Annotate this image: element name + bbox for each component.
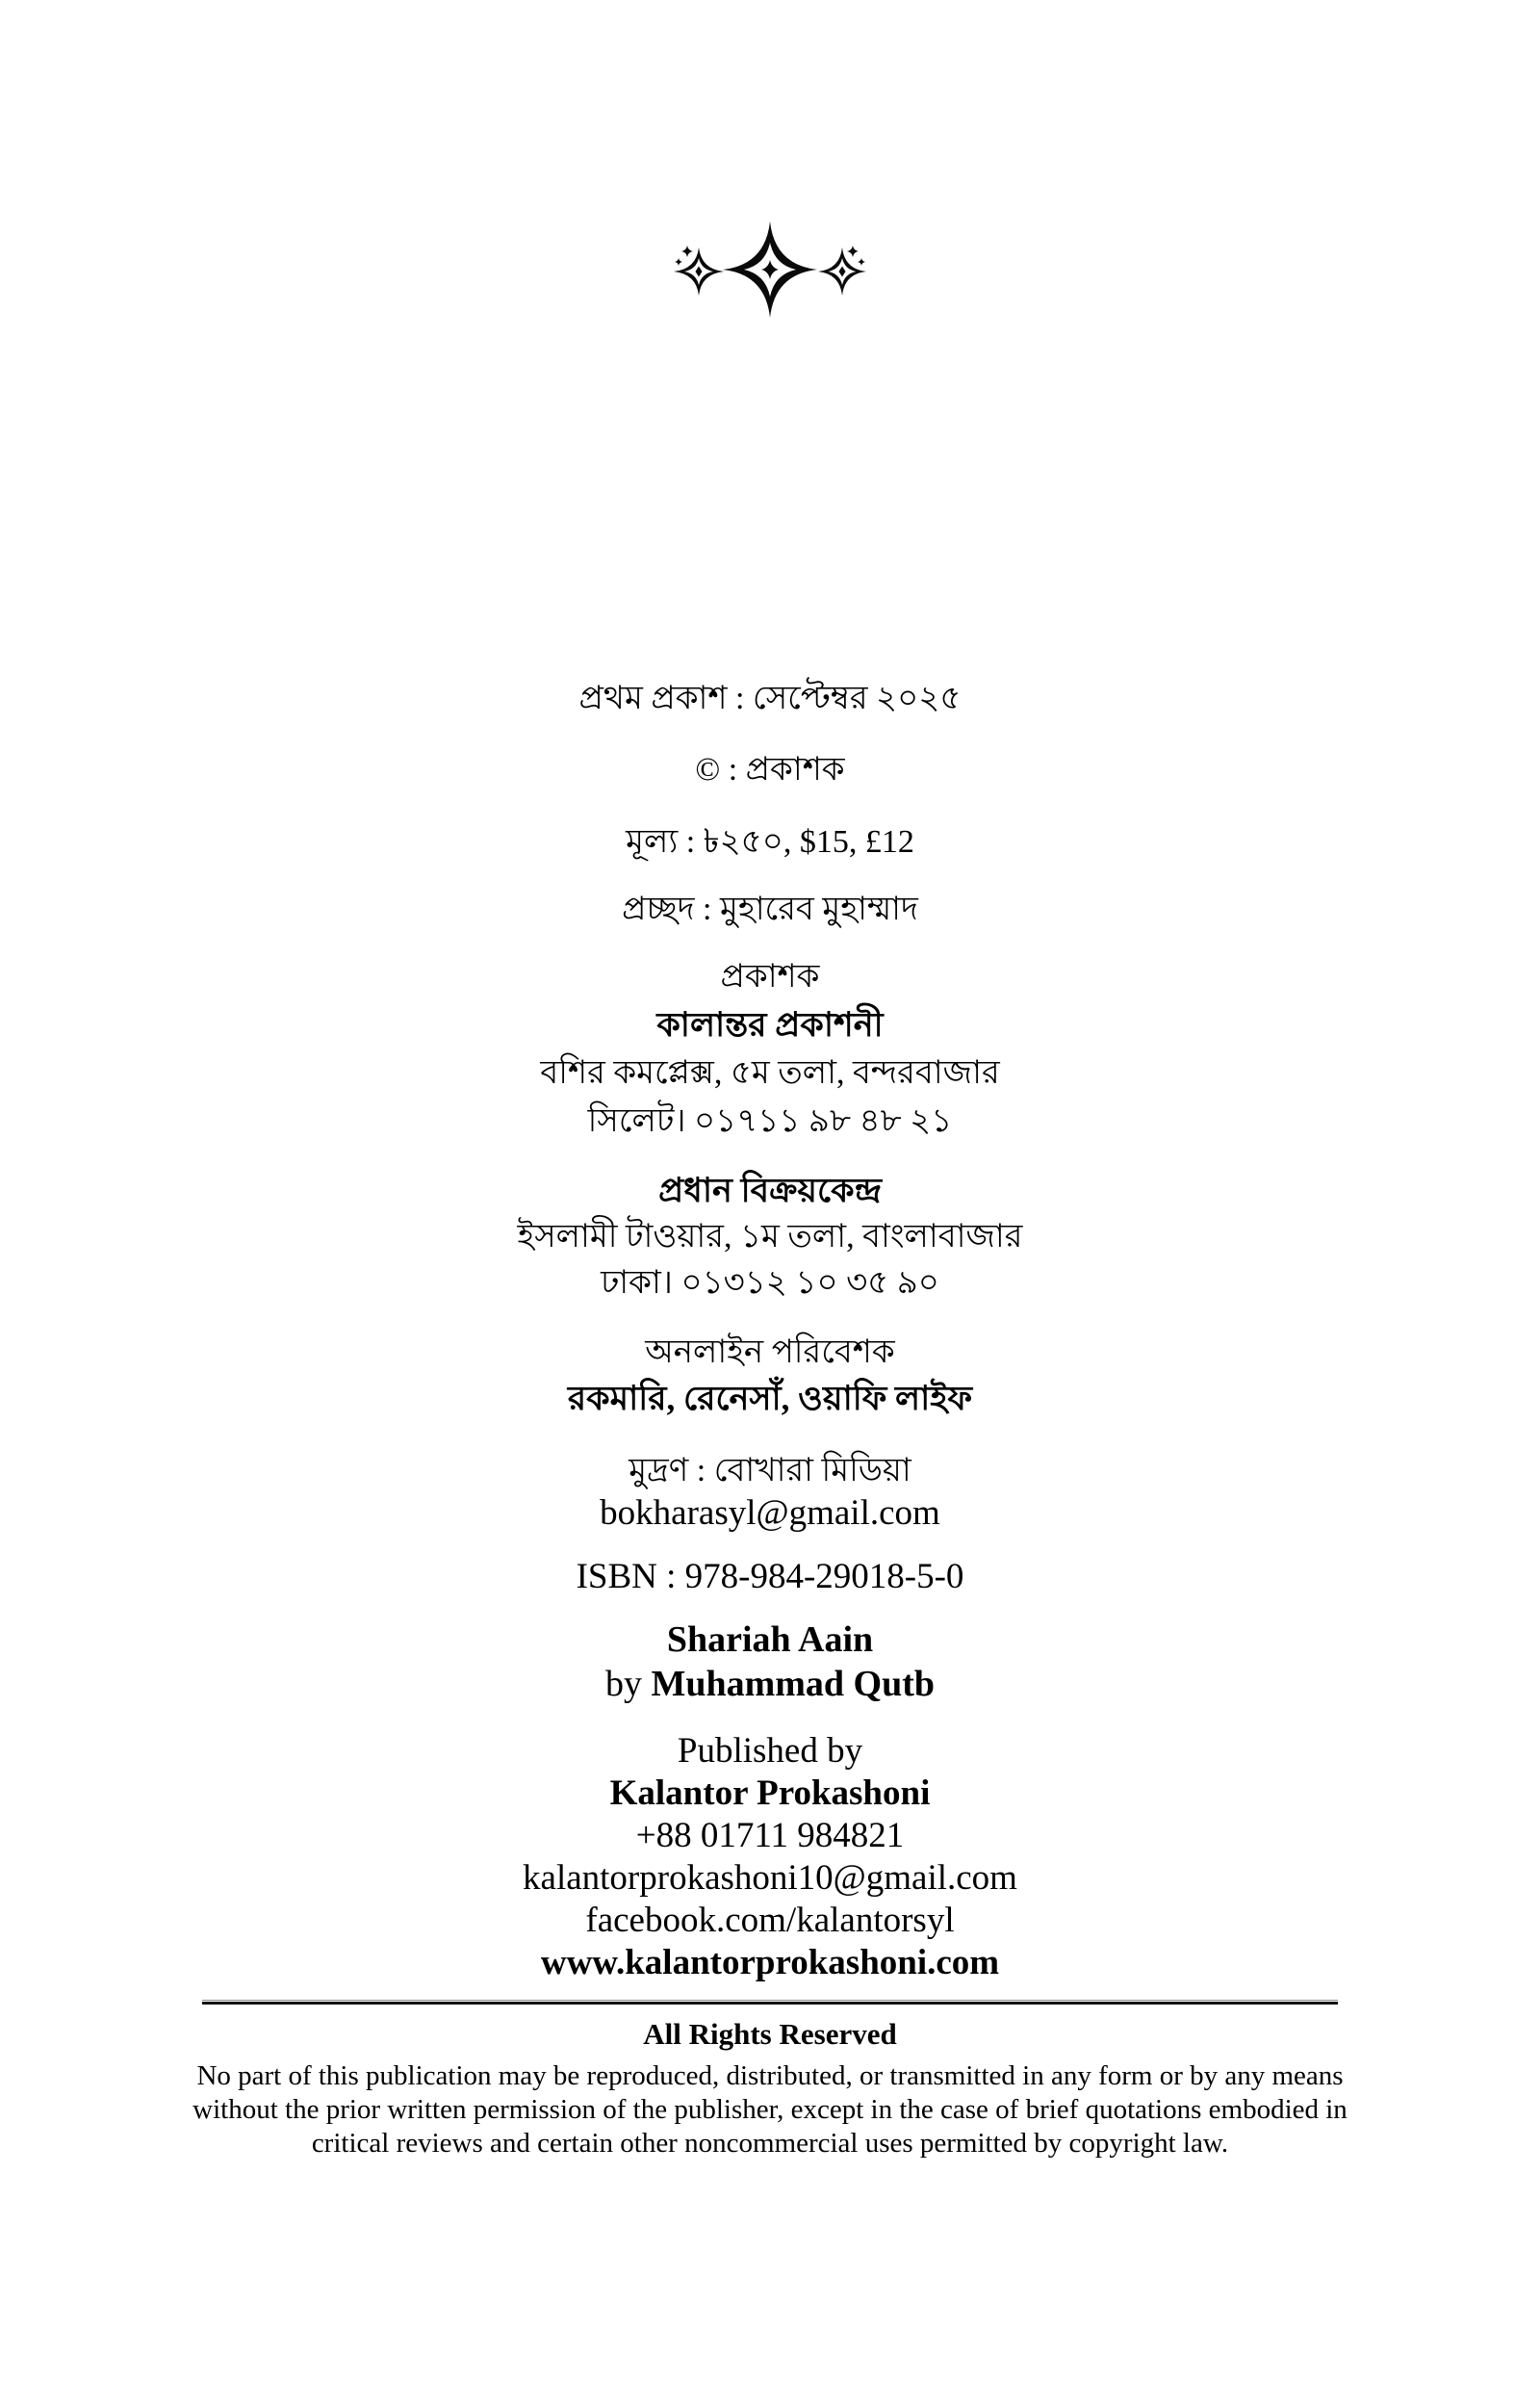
printer-line: মুদ্রণ : বোখারা মিডিয়া	[629, 1453, 911, 1488]
price-line: মূল্য : ৳২৫০, $15, £12	[626, 824, 914, 860]
printing-block	[0, 1450, 1540, 1535]
published-by-label: Published by	[677, 1731, 863, 1771]
publisher-email: kalantorprokashoni10@gmail.com	[523, 1858, 1017, 1898]
book-title-english	[0, 1618, 1540, 1662]
publisher-name: কালান্তর প্রকাশনী	[656, 1006, 884, 1044]
online-distributor-label: অনলাইন পরিবেশক	[645, 1334, 895, 1370]
cover-designer-line: প্রচ্ছদ : মুহারেব মুহাম্মাদ	[622, 892, 918, 927]
publisher-block	[0, 953, 1540, 1146]
sales-center-address-line1: ইসলামী টাওয়ার, ১ম তলা, বাংলাবাজার	[517, 1219, 1023, 1255]
author-name: Muhammad Qutb	[651, 1664, 936, 1704]
horizontal-double-rule	[202, 2000, 1338, 2005]
online-distributor-names: রকমারি, রেনেসাঁ, ওয়াফি লাইফ	[567, 1380, 973, 1417]
english-title-block	[0, 1618, 1540, 1706]
publisher-address-line2: সিলেট। ০১৭১১ ৯৮ ৪৮ ২১	[587, 1103, 953, 1139]
publisher-phone: +88 01711 984821	[635, 1816, 905, 1855]
sales-center-address-line2: ঢাকা। ০১৩১২ ১০ ৩৫ ৯০	[601, 1265, 939, 1301]
sales-center-label: প্রধান বিক্রয়কেন্দ্র	[658, 1172, 882, 1209]
all-rights-reserved-heading: All Rights Reserved	[643, 2017, 897, 2051]
first-edition-line: প্রথম প্রকাশ : সেপ্টেম্বর ২০২৫	[578, 681, 962, 716]
publisher-website: www.kalantorprokashoni.com	[540, 1943, 1000, 1982]
isbn-line: ISBN : 978-984-29018-5-0	[576, 1557, 964, 1596]
copyright-holder-line: © : প্রকাশক	[695, 752, 845, 788]
ornament-row	[0, 0, 1540, 318]
book-title-text: Shariah Aain	[666, 1619, 874, 1660]
copyright-notice-paragraph: No part of this publication may be reproduced, distributed, or transmitted in any form or by any means without the prior written permission of the publisher, except in the case of brief quotations embodied in critical reviews and certain other noncommercial uses permitted by copyright law.	[192, 2060, 1348, 2159]
by-prefix: by	[604, 1664, 652, 1704]
published-by-block	[0, 1730, 1540, 1984]
publisher-facebook: facebook.com/kalantorsyl	[585, 1901, 955, 1940]
publisher-name-english: Kalantor Prokashoni	[609, 1773, 931, 1813]
publisher-label: প্রকাশক	[720, 959, 820, 995]
online-distributor-block	[0, 1330, 1540, 1422]
author-line	[0, 1662, 1540, 1706]
sparkle-stars-ornament-icon	[674, 221, 866, 318]
printer-email: bokharasyl@gmail.com	[600, 1493, 940, 1533]
sales-center-block	[0, 1168, 1540, 1307]
publisher-address-line1: বশির কমপ্লেক্স, ৫ম তলা, বন্দরবাজার	[540, 1055, 1000, 1091]
